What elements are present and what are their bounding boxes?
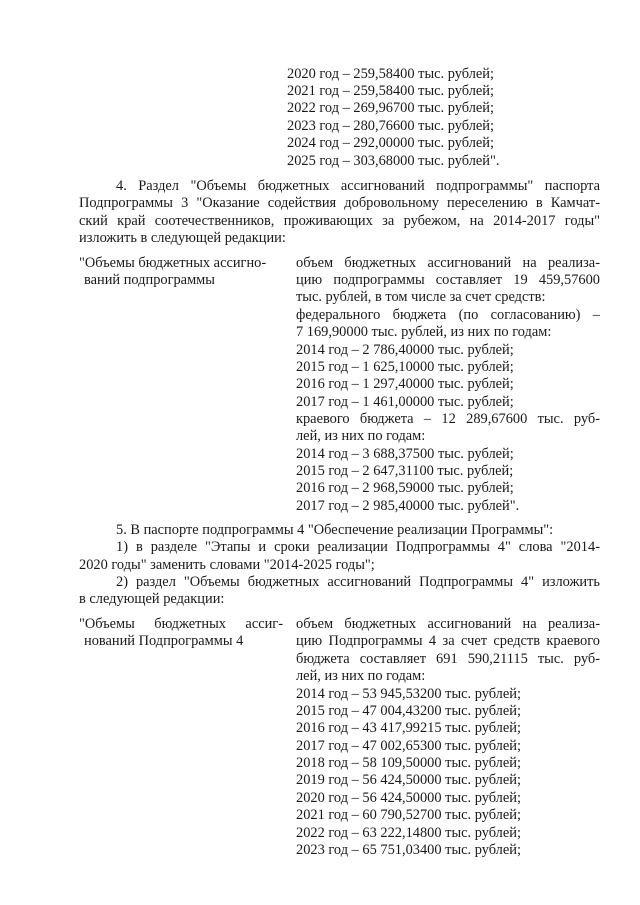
item5-line: в следующей редакции: [79,591,225,607]
table2-year-line: 2023 год – 65 751,03400 тыс. рублей; [296,842,521,858]
table2-year-line: 2020 год – 56 424,50000 тыс. рублей; [296,790,521,806]
table2-year-line: 2017 год – 47 002,65300 тыс. рублей; [296,738,521,754]
item5-line: 2) раздел "Объемы бюджетных ассигнований Подпрограммы 4" изложить [116,574,600,590]
item4-line: ский край соотечественников, проживающих за рубежом, на 2014-2017 годы" [79,213,600,229]
item5-line: 2020 годы" заменить словами "2014-2025 годы"; [79,557,375,573]
year-line: 2020 год – 259,58400 тыс. рублей; [287,66,494,82]
table1-text: 7 169,90000 тыс. рублей, из них по годам: [296,324,552,340]
item5-line: 5. В паспорте подпрограммы 4 "Обеспечение реализации Программы": [116,522,554,538]
table2-year-line: 2018 год – 58 109,50000 тыс. рублей; [296,755,521,771]
table2-year-line: 2014 год – 53 945,53200 тыс. рублей; [296,686,521,702]
table1-text: тыс. рублей, в том числе за счет средств: [296,289,546,305]
table2-label: нований Подпрограммы 4 [84,633,244,649]
table1-text: федерального бюджета (по согласованию) – [296,307,600,323]
table1-year-line: 2014 год – 3 688,37500 тыс. рублей; [296,446,514,462]
table1-text: объем бюджетных ассигнований на реализа- [296,255,600,271]
table2-year-line: 2022 год – 63 222,14800 тыс. рублей; [296,825,521,841]
table2-year-line: 2019 год – 56 424,50000 тыс. рублей; [296,772,521,788]
table1-year-line: 2015 год – 2 647,31100 тыс. рублей; [296,463,514,479]
item5-line: 1) в разделе "Этапы и сроки реализации Подпрограммы 4" слова "2014- [116,539,600,555]
table2-text: лей, из них по годам: [296,668,426,684]
table2-text: объем бюджетных ассигнований на реализа- [296,616,600,632]
table1-year-line: 2015 год – 1 625,10000 тыс. рублей; [296,359,514,375]
table2-year-line: 2016 год – 43 417,99215 тыс. рублей; [296,720,521,736]
table1-year-line: 2016 год – 1 297,40000 тыс. рублей; [296,376,514,392]
item4-line: изложить в следующей редакции: [79,230,286,246]
table1-text: лей, из них по годам: [296,428,426,444]
table1-year-line: 2017 год – 1 461,00000 тыс. рублей; [296,394,514,410]
year-line: 2024 год – 292,00000 тыс. рублей; [287,135,494,151]
item4-line: 4. Раздел "Объемы бюджетных ассигнований подпрограммы" паспорта [116,178,600,194]
table2-text: цию Подпрограммы 4 за счет средств краевого [296,633,600,649]
year-line: 2021 год – 259,58400 тыс. рублей; [287,83,494,99]
table1-year-line: 2016 год – 2 968,59000 тыс. рублей; [296,480,514,496]
table2-year-line: 2021 год – 60 790,52700 тыс. рублей; [296,807,521,823]
table1-year-line: 2014 год – 2 786,40000 тыс. рублей; [296,342,514,358]
item4-line: Подпрограммы 3 "Оказание содействия добровольному переселению в Камчат- [79,195,600,211]
year-line: 2025 год – 303,68000 тыс. рублей". [287,153,500,169]
table1-label: "Объемы бюджетных ассигно- [79,255,267,271]
table2-label: "Объемы бюджетных ассиг- [79,616,283,632]
table1-text: цию подпрограммы составляет 19 459,57600 [296,272,600,288]
table1-text: краевого бюджета – 12 289,67600 тыс. руб- [296,411,600,427]
year-line: 2022 год – 269,96700 тыс. рублей; [287,100,494,116]
year-line: 2023 год – 280,76600 тыс. рублей; [287,118,494,134]
table2-year-line: 2015 год – 47 004,43200 тыс. рублей; [296,703,521,719]
table2-text: бюджета составляет 691 590,21115 тыс. руб- [296,651,600,667]
table1-label: ваний подпрограммы [84,272,215,288]
table1-year-line: 2017 год – 2 985,40000 тыс. рублей". [296,498,520,514]
